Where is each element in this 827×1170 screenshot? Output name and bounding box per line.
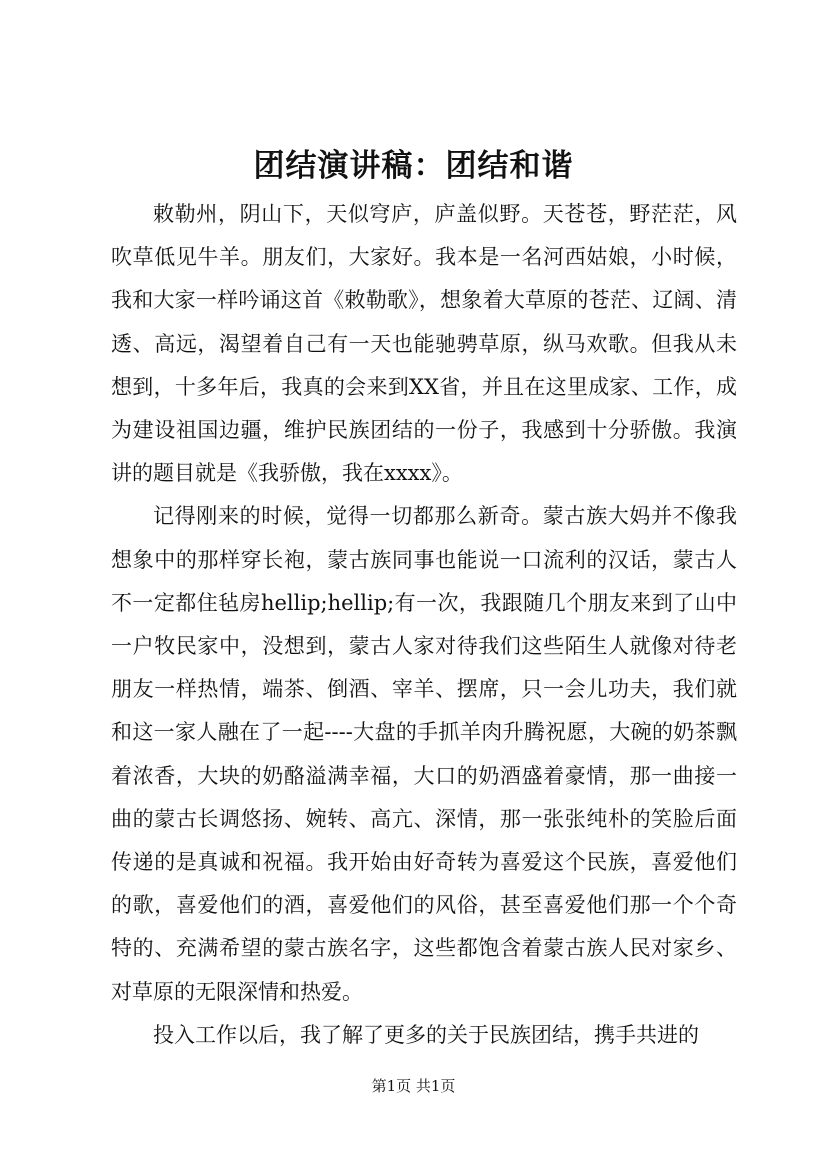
paragraph-3: 投入工作以后，我了解了更多的关于民族团结，携手共进的 xyxy=(153,1022,699,1047)
document-title: 团结演讲稿：团结和谐 xyxy=(253,148,574,184)
paragraph-1: 敕勒州，阴山下，天似穹庐，庐盖似野。天苍苍，野茫茫，风吹草低见牛羊。朋友们，大家好。我本是一名河西姑娘，小时候，我和大家一样吟诵这首《敕勒歌》，想象着大草原的苍茫、辽阔、清透、高远，渴望着自己有一天也能驰骋草原，纵马欢歌。但我从未想到，十多年后，我真的会来到XX省，并且在这里成家、工作，成为建设祖国边疆，维护民族团结的一份子，我感到十分骄傲。我演讲的题目就是《我骄傲，我在xxxx》。 xyxy=(111,202,737,486)
paragraph-2: 记得刚来的时候，觉得一切都那么新奇。蒙古族大妈并不像我想象中的那样穿长袍，蒙古族同事也能说一口流利的汉话，蒙古人不一定都住毡房hellip;hellip;有一次，我跟随几个朋友来到了山中一户牧民家中，没想到，蒙古人家对待我们这些陌生人就像对待老朋友一样热情，端茶、倒酒、宰羊、摆席，只一会儿功夫，我们就和这一家人融在了一起----大盘的手抓羊肉升腾祝愿，大碗的奶茶飘着浓香，大块的奶酪溢满幸福，大口的奶酒盛着豪情，那一曲接一曲的蒙古长调悠扬、婉转、高亢、深情，那一张张纯朴的笑脸后面传递的是真诚和祝福。我开始由好奇转为喜爱这个民族，喜爱他们的歌，喜爱他们的酒，喜爱他们的风俗，甚至喜爱他们那一个个奇特的、充满希望的蒙古族名字，这些都饱含着蒙古族人民对家乡、对草原的无限深情和热爱。 xyxy=(111,504,737,1004)
document-body xyxy=(111,193,737,1057)
page-footer: 第1页 共1页 xyxy=(371,1077,456,1095)
